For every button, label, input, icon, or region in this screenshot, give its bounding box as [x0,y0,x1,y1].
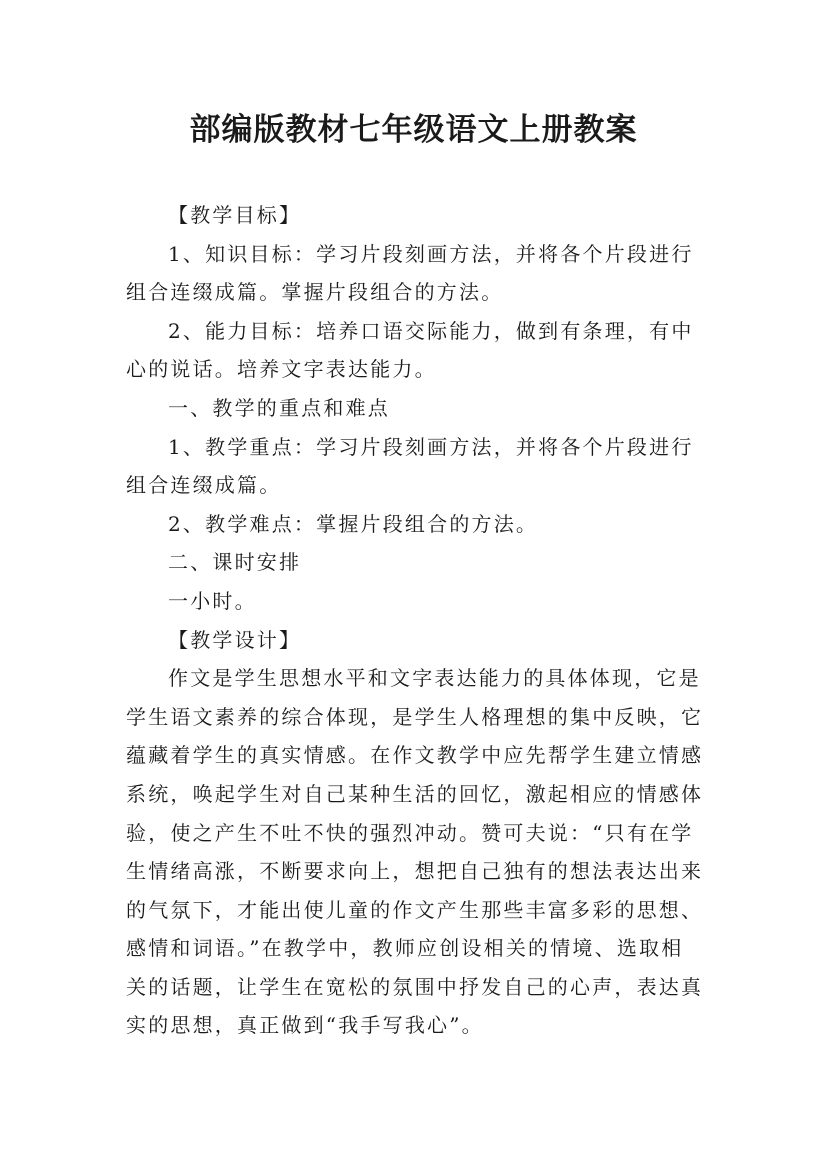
text-line: 【教学目标】 [168,203,302,227]
text-line: 心的说话。培养文字表达能力。 [126,357,437,382]
text-line: 二、课时安排 [168,550,302,575]
text-line: 实的思想，真正做到“我手写我心”。 [126,1013,484,1038]
document-title: 部编版教材七年级语文上册教案 [189,112,638,148]
text-line: 组合连缀成篇。掌握片段组合的方法。 [126,280,504,305]
text-line: 学生语文素养的综合体现，是学生人格理想的集中反映，它 [126,704,704,729]
text-line: 系统，唤起学生对自己某种生活的回忆，激起相应的情感体 [126,781,704,806]
text-line: 关的话题，让学生在宽松的氛围中抒发自己的心声，表达真 [126,974,704,999]
text-line: 的气氛下，才能出使儿童的作文产生那些丰富多彩的思想、 [126,897,704,922]
text-line: 2、教学难点：掌握片段组合的方法。 [168,511,539,536]
text-line: 验，使之产生不吐不快的强烈冲动。赞可夫说：“只有在学 [126,820,694,845]
text-line: 感情和词语。”在教学中，教师应创设相关的情境、选取相 [126,936,684,961]
text-line: 一小时。 [168,588,257,613]
text-line: 组合连缀成篇。 [126,473,282,498]
text-line: 生情绪高涨，不断要求向上，想把自己独有的想法表达出来 [126,859,704,884]
text-line: 一、教学的重点和难点 [168,395,390,420]
document-body [126,196,706,1045]
text-line: 1、知识目标：学习片段刻画方法，并将各个片段进行 [168,241,694,266]
text-line: 2、能力目标：培养口语交际能力，做到有条理，有中 [168,318,694,343]
text-line: 作文是学生思想水平和文字表达能力的具体体现，它是 [168,666,701,691]
text-line: 【教学设计】 [168,627,302,652]
text-line: 1、教学重点：学习片段刻画方法，并将各个片段进行 [168,434,694,459]
text-line: 蕴藏着学生的真实情感。在作文教学中应先帮学生建立情感 [126,743,704,768]
